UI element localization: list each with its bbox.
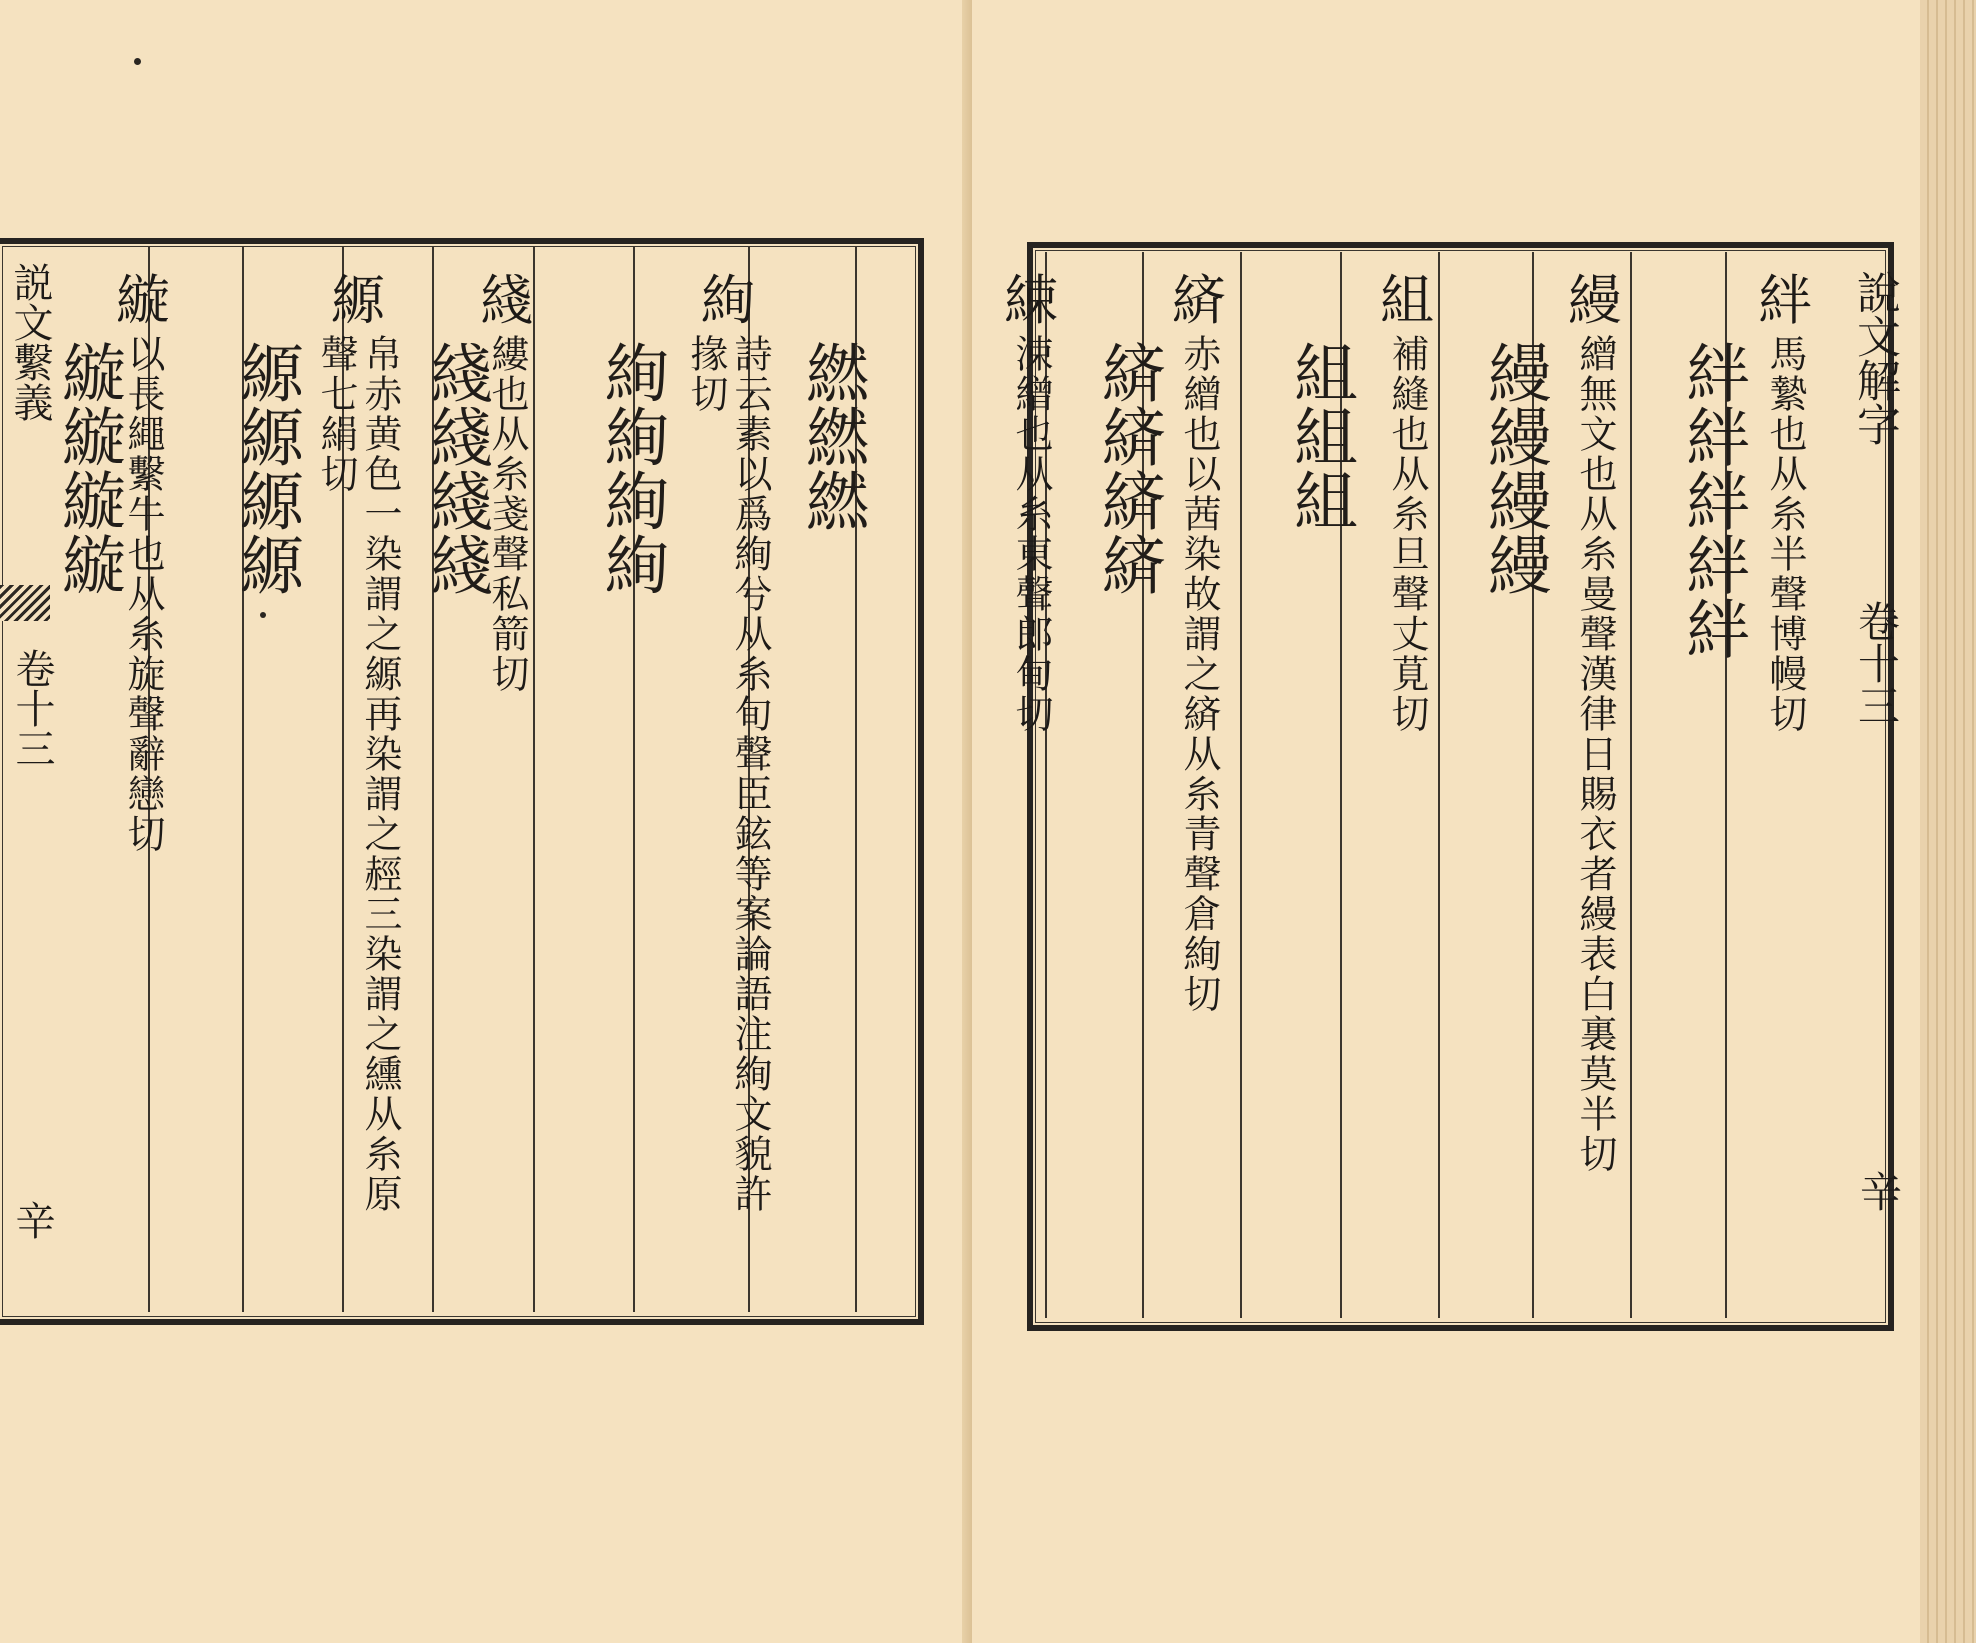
entry-gloss: 以長繩繫牛也从糸旋聲辭戀切 [121, 334, 165, 854]
right-text-column [1172, 269, 1226, 1014]
left-text-column [40, 340, 136, 596]
right-text-column [1380, 269, 1434, 734]
right-column-rule [1438, 252, 1440, 1318]
seal-script-variants: 緕緕緕緕 [1091, 340, 1165, 596]
worm-hole [134, 58, 141, 65]
left-margin-folio: 辛 [9, 1200, 55, 1240]
right-margin-volume: 卷十三 [1852, 600, 1901, 726]
seal-script-variants: 絆絆絆絆絆 [1675, 340, 1749, 660]
seal-script-variants: 縵縵縵縵 [1477, 340, 1551, 596]
page-edges [1920, 0, 1976, 1643]
entry-gloss: 繒無文也从糸曼聲漢律日賜衣者縵表白裏莫半切 [1573, 334, 1617, 1174]
entry-gloss: 帛赤黄色一染謂之縓再染謂之䞓三染謂之纁从糸原聲七絹切 [314, 334, 402, 1214]
right-margin-folio: 辛 [1854, 1170, 1903, 1212]
entry-character: 綫 [480, 269, 534, 332]
entry-character: 緕 [1172, 269, 1226, 332]
right-page [972, 0, 1976, 1643]
right-text-column [1568, 269, 1622, 1174]
entry-character: 縵 [1568, 269, 1622, 332]
entry-character: 縓 [331, 269, 385, 332]
right-column-rule [1630, 252, 1632, 1318]
entry-character: 縼 [116, 269, 170, 332]
right-text-column [1758, 269, 1812, 734]
entry-character: 絢 [701, 269, 755, 332]
entry-character: 綀 [1004, 269, 1058, 332]
ink-speck [260, 612, 266, 618]
left-margin-volume: 卷十三 [9, 648, 55, 768]
seal-script-variants: 繎繎繎 [795, 340, 869, 532]
entry-gloss: 補縫也从糸旦聲丈莧切 [1385, 334, 1429, 734]
right-text-column [1664, 340, 1760, 660]
left-text-column [218, 340, 314, 596]
entry-character: 組 [1380, 269, 1434, 332]
left-text-column [784, 340, 880, 532]
seal-script-variants: 組組組 [1283, 340, 1357, 532]
left-margin-title: 説文繫義 [7, 262, 53, 422]
left-text-column [314, 269, 402, 1214]
entry-character: 絆 [1758, 269, 1812, 332]
left-text-column [684, 269, 772, 1214]
entry-gloss: 詩云素以爲絢兮从糸旬聲臣鉉等案論語注絢文貌許掾切 [684, 334, 772, 1214]
seal-script-variants: 綫綫綫綫 [419, 340, 493, 596]
entry-gloss: 赤繒也以茜染故謂之緕从糸青聲倉絢切 [1177, 334, 1221, 1014]
left-text-column [583, 340, 679, 596]
right-text-column [1272, 340, 1368, 532]
entry-gloss: 馬縶也从糸半聲博幔切 [1763, 334, 1807, 734]
right-text-column [1080, 340, 1176, 596]
left-text-column [408, 340, 504, 596]
seal-script-variants: 縼縼縼縼 [51, 340, 125, 596]
seal-script-variants: 縓縓縓縓 [229, 340, 303, 596]
right-text-column [1004, 269, 1058, 734]
entry-gloss: 縷也从糸戔聲私箭切 [485, 334, 529, 694]
right-column-rule [1240, 252, 1242, 1318]
right-text-column [1466, 340, 1562, 596]
right-margin-title: 說文解字 [1849, 270, 1900, 446]
entry-gloss: 涑繒也从糸東聲郎甸切 [1009, 334, 1053, 734]
seal-script-variants: 絢絢絢絢 [594, 340, 668, 596]
